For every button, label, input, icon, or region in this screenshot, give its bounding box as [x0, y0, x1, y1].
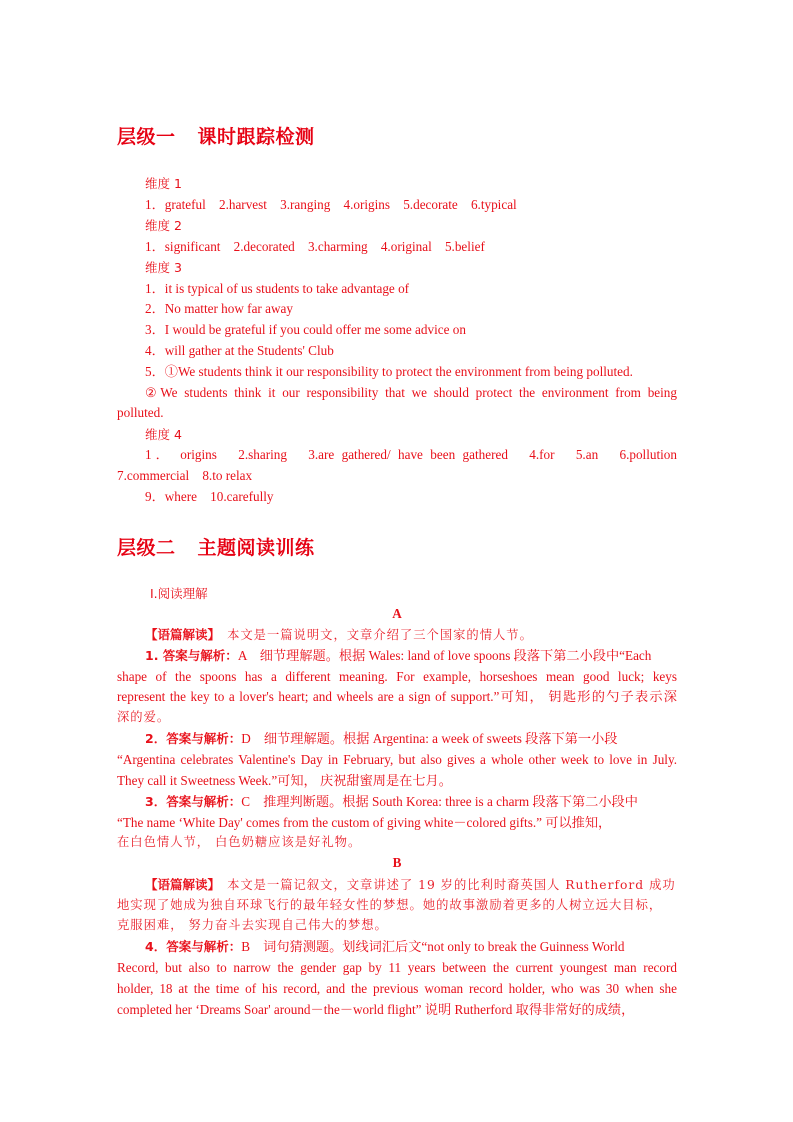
- dimension-3-item-5b-cont: polluted.: [117, 405, 164, 420]
- intro-label: 【语篇解读】: [145, 627, 214, 642]
- answer-1: [117, 645, 677, 666]
- heading-title: 主题阅读训练: [197, 537, 315, 559]
- answer-text: D 细节理解题。根据 Argentina: a week of sweets 段落下第一小段: [241, 731, 618, 746]
- dimension-3-item: 1．it is typical of us students to take advantage of: [145, 281, 410, 296]
- passage-b-intro-line: 克服困难， 努力奋斗去实现自己伟大的梦想。: [117, 918, 388, 932]
- passage-b-intro-line: 地实现了她成为独自环球飞行的最年轻女性的梦想。她的故事激励着更多的人树立远大目标，: [117, 898, 663, 912]
- intro-text: 本文是一篇说明文，文章介绍了三个国家的情人节。: [213, 628, 533, 642]
- answer-3: [117, 791, 677, 812]
- answer-2-line: “Argentina celebrates Valentine's Day in February, but also gives a whole other week to love in July.: [117, 752, 677, 767]
- answer-4-line: Record, but also to narrow the gender gap by 11 years between the current youngest man record: [117, 960, 677, 975]
- dimension-3-item: 5．①We students think it our responsibility to protect the environment from being polluted.: [145, 364, 633, 379]
- passage-a-intro: [117, 624, 677, 646]
- answer-1-line: shape of the spoons has a different meaning. For example, horseshoes mean good luck; keys: [117, 669, 677, 684]
- dimension-4-label: 维度 4: [145, 427, 182, 442]
- answer-text: B 词句猜测题。划线词汇后文“not only to break the Guinness World: [241, 939, 625, 954]
- dimension-3-item-5b: ②We students think it our responsibility that we should protect the environment from being: [145, 385, 677, 400]
- dimension-2-label: 维度 2: [145, 218, 182, 233]
- answer-text: C 推理判断题。根据 South Korea: three is a charm 段落下第二小段中: [241, 794, 638, 809]
- dimension-4-answers-cont: 7.commercial 8.to relax: [117, 468, 253, 483]
- passage-letter-a: A: [392, 606, 402, 621]
- answer-4-line: completed her ‘Dreams Soar' around－the－world flight” 说明 Rutherford 取得非常好的成绩，: [117, 1002, 635, 1017]
- heading-title: 课时跟踪检测: [197, 126, 315, 148]
- answer-2: [117, 728, 677, 749]
- dimension-3-item: 4．will gather at the Students' Club: [145, 343, 334, 358]
- passage-letter-b: B: [392, 855, 402, 870]
- dimension-4-answers-last: 9．where 10.carefully: [145, 489, 274, 504]
- dimension-3-item: 3．I would be grateful if you could offer me some advice on: [145, 322, 466, 337]
- answer-1-line: represent the key to a lover's heart; and wheels are a sign of support.”可知， 钥匙形的勺子表示深: [117, 689, 677, 704]
- answer-label: 3．答案与解析：: [145, 794, 242, 809]
- dimension-3-item: 2．No matter how far away: [145, 301, 293, 316]
- heading-level: 层级一: [117, 126, 176, 148]
- answer-3-line: 在白色情人节， 白色奶糖应该是好礼物。: [117, 835, 362, 849]
- part-label: Ⅰ.阅读理解: [150, 586, 208, 601]
- intro-label: 【语篇解读】: [145, 877, 214, 892]
- answer-1-line: 深的爱。: [117, 710, 171, 724]
- section-heading-1: [117, 122, 315, 149]
- heading-level: 层级二: [117, 537, 176, 559]
- dimension-2-answers: 1．significant 2.decorated 3.charming 4.original 5.belief: [145, 239, 485, 254]
- answer-label: 2．答案与解析：: [145, 731, 242, 746]
- dimension-4-answers: 1． origins 2.sharing 3.are gathered/ have been gathered 4.for 5.an 6.pollution: [145, 447, 677, 462]
- answer-label: 1. 答案与解析：: [145, 648, 238, 663]
- answer-text: A 细节理解题。根据 Wales: land of love spoons 段落下第二小段中“Each: [237, 648, 652, 663]
- answer-label: 4．答案与解析：: [145, 939, 242, 954]
- passage-b-intro: [117, 874, 677, 896]
- dimension-1-label: 维度 1: [145, 176, 182, 191]
- answer-2-line: They call it Sweetness Week.”可知， 庆祝甜蜜周是在七月。: [117, 773, 452, 788]
- intro-text: 本文是一篇记叙文，文章讲述了 19 岁的比利时裔英国人 Rutherford 成功: [213, 878, 676, 892]
- answer-4: [117, 936, 677, 957]
- answer-3-line: “The name ‘White Day' comes from the custom of giving white－colored gifts.” 可以推知，: [117, 815, 612, 830]
- dimension-1-answers: 1．grateful 2.harvest 3.ranging 4.origins 5.decorate 6.typical: [145, 197, 517, 212]
- answer-4-line: holder, 18 at the time of his record, and the previous woman record holder, who was 30 when she: [117, 981, 677, 996]
- section-heading-2: [117, 533, 315, 560]
- dimension-3-label: 维度 3: [145, 260, 182, 275]
